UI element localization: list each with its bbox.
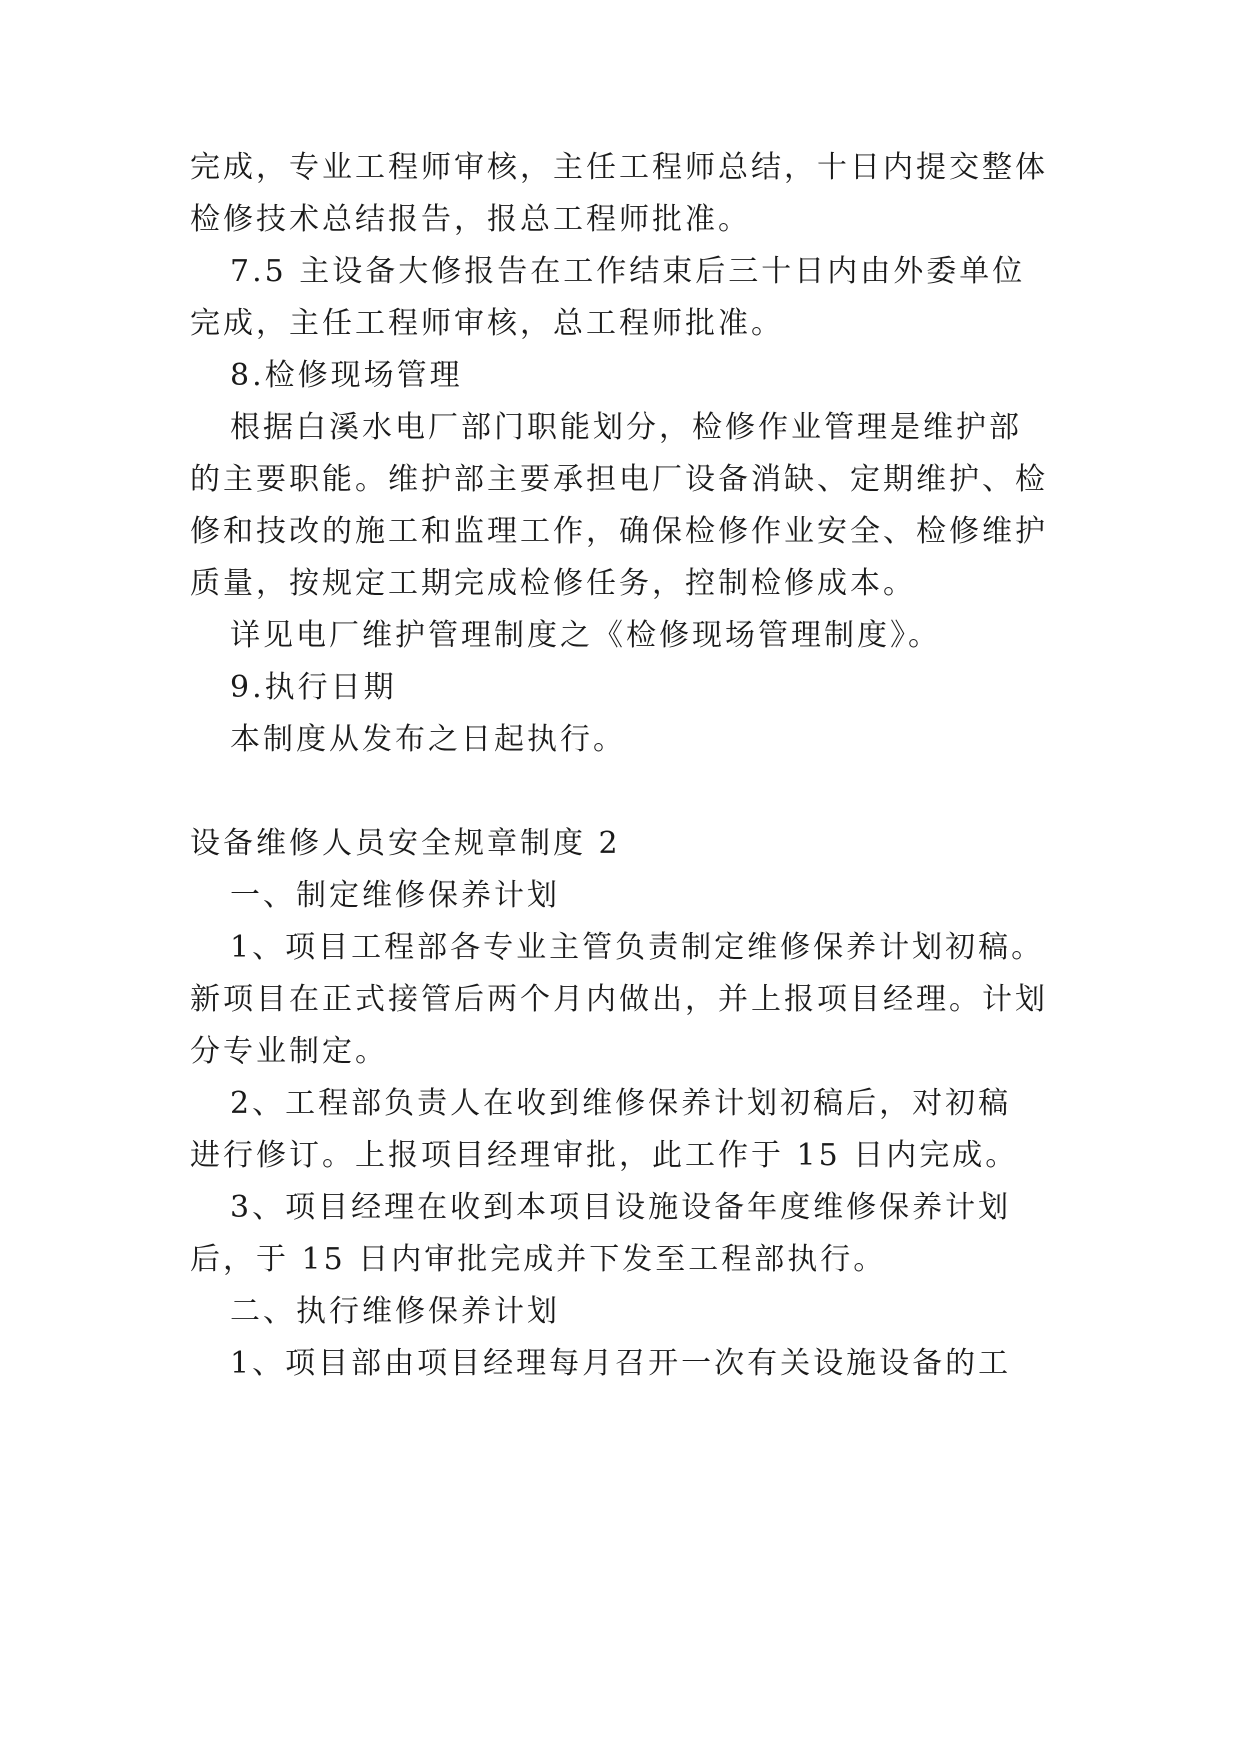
document-title: 设备维修人员安全规章制度 2 — [190, 826, 621, 861]
paragraph-line: 检修技术总结报告，报总工程师批准。 — [190, 202, 751, 237]
paragraph-line: 新项目在正式接管后两个月内做出，并上报项目经理。计划 — [190, 982, 1048, 1017]
paragraph-line: 的主要职能。维护部主要承担电厂设备消缺、定期维护、检 — [190, 462, 1048, 497]
paragraph-line: 修和技改的施工和监理工作，确保检修作业安全、检修维护 — [190, 514, 1048, 549]
paragraph-line: 1、项目部由项目经理每月召开一次有关设施设备的工 — [230, 1346, 1012, 1381]
paragraph-line: 根据白溪水电厂部门职能划分，检修作业管理是维护部 — [230, 410, 1022, 445]
section-heading: 8.检修现场管理 — [230, 358, 463, 393]
paragraph-line: 7.5 主设备大修报告在工作结束后三十日内由外委单位 — [230, 254, 1026, 289]
section-heading: 一、制定维修保养计划 — [230, 878, 560, 913]
section-heading: 9.执行日期 — [230, 670, 397, 705]
paragraph-line: 完成，主任工程师审核，总工程师批准。 — [190, 306, 784, 341]
paragraph-line: 后，于 15 日内审批完成并下发至工程部执行。 — [190, 1242, 887, 1277]
paragraph-line: 进行修订。上报项目经理审批，此工作于 15 日内完成。 — [190, 1138, 1019, 1173]
paragraph-line: 质量，按规定工期完成检修任务，控制检修成本。 — [190, 566, 916, 601]
section-heading: 二、执行维修保养计划 — [230, 1294, 560, 1329]
paragraph-line: 2、工程部负责人在收到维修保养计划初稿后，对初稿 — [230, 1086, 1012, 1121]
paragraph-line: 详见电厂维护管理制度之《检修现场管理制度》。 — [230, 618, 941, 653]
paragraph-line: 本制度从发布之日起执行。 — [230, 722, 626, 757]
paragraph-line: 完成，专业工程师审核，主任工程师总结，十日内提交整体 — [190, 150, 1048, 185]
paragraph-line: 1、项目工程部各专业主管负责制定维修保养计划初稿。 — [230, 930, 1045, 965]
paragraph-line: 3、项目经理在收到本项目设施设备年度维修保养计划 — [230, 1190, 1012, 1225]
paragraph-line: 分专业制定。 — [190, 1034, 388, 1069]
